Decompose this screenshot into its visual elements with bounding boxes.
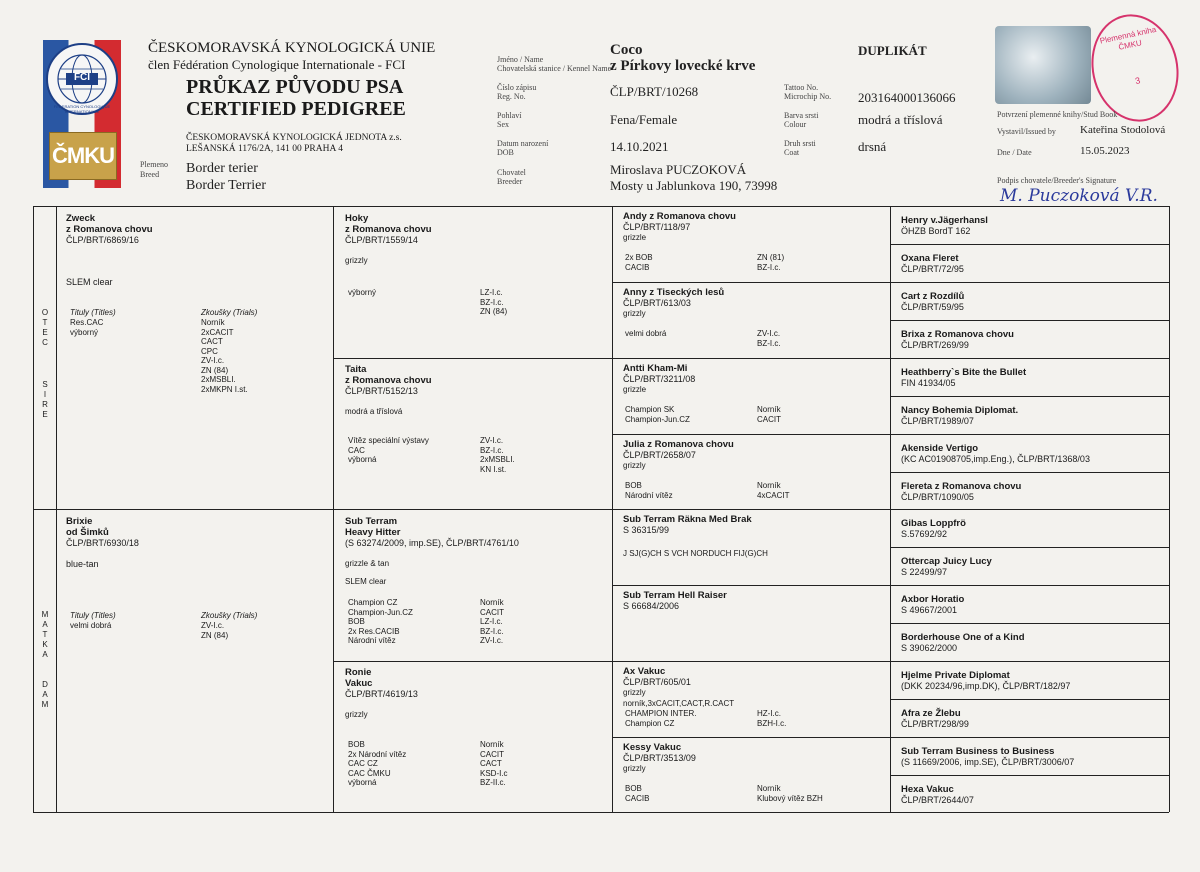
duplicate-badge: DUPLIKÁT — [858, 43, 927, 58]
gen4-ancestor — [901, 215, 1165, 237]
sex-value: Fena/Female — [610, 112, 678, 127]
gen4-reg: ČLP/BRT/2644/07 — [901, 795, 974, 805]
gen3-ancestor — [623, 211, 885, 243]
fci-logo-text: FCI — [73, 72, 91, 83]
gen4-reg: S 49667/2001 — [901, 605, 958, 615]
tattoo-label: Tattoo No. — [784, 83, 819, 92]
gen3-ancestor — [623, 742, 885, 774]
gen3-colour: grizzly — [623, 461, 646, 470]
colour-value: modrá a tříslová — [858, 112, 943, 127]
gen4-ancestor — [901, 784, 1165, 806]
grid-line — [612, 585, 890, 586]
grid-line — [333, 206, 334, 812]
gen3-reg: ČLP/BRT/3211/08 — [623, 374, 696, 384]
gen3-colour: grizzle — [623, 385, 647, 394]
date-value: 15.05.2023 — [1080, 145, 1130, 157]
gen2-ds-left: Champion CZ Champion-Jun.CZ BOB 2x Res.CACIB Národní vítěz — [348, 598, 413, 645]
gen3-colour: grizzly — [623, 309, 646, 318]
gen3-colour: grizzle — [623, 233, 647, 242]
gen3-name: Antti Kham-Mi — [623, 363, 688, 374]
gen4-ancestor — [901, 481, 1165, 503]
breeder-label-cz: Chovatel — [497, 168, 526, 177]
fci-logo — [43, 40, 121, 188]
gen2-ss-right: LZ-I.c. BZ-I.c. ZN (84) — [480, 288, 508, 316]
dob-label-en: DOB — [497, 148, 514, 157]
grid-line — [890, 547, 1169, 548]
gen4-ancestor — [901, 253, 1165, 275]
gen3-colour: grizzly — [623, 764, 646, 773]
dam-titles-label: Tituly (Titles) — [70, 611, 116, 620]
dam-trials-label: Zkoušky (Trials) — [201, 611, 258, 620]
dob-label-cz: Datum narození — [497, 139, 549, 148]
gen3-titles: 2x BOB CACIB — [625, 253, 653, 272]
gen4-reg: (KC AC01908705,imp.Eng.), ČLP/BRT/1368/03 — [901, 454, 1090, 464]
gen4-ancestor — [901, 594, 1165, 616]
sire-titles-label: Tituly (Titles) — [70, 308, 116, 317]
dog-name: Coco — [610, 42, 643, 58]
gen4-ancestor — [901, 632, 1165, 654]
grid-line — [890, 737, 1169, 738]
coat-value: drsná — [858, 139, 887, 154]
gen4-name: Flereta z Romanova chovu — [901, 481, 1022, 492]
gen3-ancestor — [623, 439, 885, 471]
colour-label-cz: Barva srsti — [784, 111, 819, 120]
grid-line — [33, 206, 1169, 207]
gen3-reg: ČLP/BRT/118/97 — [623, 222, 691, 232]
gen4-ancestor — [901, 518, 1165, 540]
sex-label-cz: Pohlaví — [497, 111, 522, 120]
sire-health: SLEM clear — [66, 277, 113, 287]
breed-en: Border Terrier — [186, 178, 267, 193]
gen3-trials: HZ-I.c. BZH-I.c. — [757, 709, 787, 728]
gen4-reg: (DKK 20234/96,imp.DK), ČLP/BRT/182/97 — [901, 681, 1071, 691]
gen4-reg: FIN 41934/05 — [901, 378, 956, 388]
gen2-sire-sire: Hoky z Romanova chovu ČLP/BRT/1559/14 grizzly — [345, 213, 432, 265]
sire-label-en: S I R E — [42, 380, 48, 419]
gen3-extra: J SJ(G)CH S VCH NORDUCH FIJ(G)CH — [623, 549, 768, 558]
gen4-ancestor — [901, 291, 1165, 313]
sire-trials-list: Norník 2xCACIT CACT CPC ZV-I.c. ZN (84) 2xMSBLI. 2xMKPN I.st. — [201, 318, 248, 394]
gen3-titles: BOB Národní vítěz — [625, 481, 673, 500]
org-title: ČESKOMORAVSKÁ KYNOLOGICKÁ UNIE — [148, 40, 436, 56]
gen4-ancestor — [901, 708, 1165, 730]
gen3-reg: ČLP/BRT/3513/09 — [623, 753, 696, 763]
gen4-ancestor — [901, 746, 1165, 768]
stamp-text: Plemenná kniha ČMKU — [1099, 24, 1158, 52]
sire-trials-label: Zkoušky (Trials) — [201, 308, 258, 317]
dam-cell — [66, 516, 326, 570]
gen4-name: Hjelme Private Diplomat — [901, 670, 1010, 681]
gen3-titles: CHAMPION INTER. Champion CZ — [625, 709, 697, 728]
gen3-titles: BOB CACIB — [625, 784, 650, 803]
org-subtitle: člen Fédération Cynologique Internationale - FCI — [148, 57, 406, 72]
sire-label-cz: O T E C — [41, 308, 49, 347]
sire-kennel: z Romanova chovu — [66, 224, 153, 235]
gen4-reg: ÖHZB BordT 162 — [901, 226, 971, 236]
grid-line — [890, 623, 1169, 624]
cmku-logo-text: ČMKU — [52, 143, 114, 168]
dam-reg: ČLP/BRT/6930/18 — [66, 538, 139, 548]
grid-line — [890, 434, 1169, 435]
gen3-ancestor — [623, 514, 885, 536]
dam-label-en: D A M — [41, 680, 49, 709]
grid-line — [890, 358, 1169, 359]
gen4-reg: ČLP/BRT/298/99 — [901, 719, 969, 729]
grid-line — [890, 244, 1169, 245]
gen3-titles: velmi dobrá — [625, 329, 667, 338]
breeder-signature: M. Puczoková V.R. — [1000, 186, 1158, 206]
gen2-ds-right: Norník CACIT LZ-I.c. BZ-I.c. ZV-I.c. — [480, 598, 504, 645]
pedigree-title-en: CERTIFIED PEDIGREE — [186, 98, 406, 120]
gen4-name: Axbor Horatio — [901, 594, 965, 605]
grid-line — [890, 282, 1169, 283]
grid-line — [33, 206, 34, 812]
gen3-trials: ZN (81) BZ-I.c. — [757, 253, 785, 272]
gen3-name: Anny z Tiseckých lesů — [623, 287, 725, 298]
grid-line — [890, 472, 1169, 473]
dog-kennel: z Pírkovy lovecké krve — [610, 58, 756, 74]
gen2-ss-left: výborný — [348, 288, 377, 297]
gen4-ancestor — [901, 405, 1165, 427]
sire-titles-list: Res.CAC výborný — [70, 318, 104, 337]
dam-name: Brixie — [66, 516, 93, 527]
grid-line — [33, 509, 1169, 510]
grid-line — [612, 737, 890, 738]
gen4-name: Borderhouse One of a Kind — [901, 632, 1025, 643]
gen3-reg: ČLP/BRT/605/01 — [623, 677, 691, 687]
gen3-name: Kessy Vakuc — [623, 742, 682, 753]
grid-line — [612, 358, 890, 359]
sex-label-en: Sex — [497, 120, 509, 129]
gen3-reg: ČLP/BRT/613/03 — [623, 298, 691, 308]
reg-label-cz: Číslo zápisu — [497, 83, 537, 92]
gen4-reg: ČLP/BRT/72/95 — [901, 264, 964, 274]
dob-value: 14.10.2021 — [610, 139, 669, 154]
gen2-sd-right: ZV-I.c. BZ-I.c. 2xMSBLI. KN I.st. — [480, 436, 515, 474]
reg-label-en: Reg. No. — [497, 92, 526, 101]
issued-by-value: Kateřina Stodolová — [1080, 124, 1166, 136]
grid-line — [333, 358, 612, 359]
gen4-name: Brixa z Romanova chovu — [901, 329, 1014, 340]
org-address: LEŠANSKÁ 1176/2A, 141 00 PRAHA 4 — [186, 144, 343, 154]
gen4-name: Afra ze Žlebu — [901, 708, 961, 719]
breed-cz: Border terier — [186, 161, 258, 176]
grid-line — [1169, 206, 1170, 812]
cmku-logo — [49, 132, 117, 180]
dam-titles-list: velmi dobrá — [70, 621, 112, 630]
name-label-en: Chovatelská stanice / Kennel Name — [497, 64, 612, 73]
name-label-cz: Jméno / Name — [497, 55, 544, 64]
gen4-ancestor — [901, 367, 1165, 389]
fci-ring-text: FEDERATION CYNOLOGIQUE INTERNATIONALE — [53, 104, 111, 114]
gen2-dd-left: BOB 2x Národní vítěz CAC CZ CAC ČMKU výborná — [348, 740, 407, 787]
gen3-ancestor — [623, 287, 885, 319]
gen3-name: Ax Vakuc — [623, 666, 666, 677]
dam-label-cz: M A T K A — [41, 610, 49, 659]
sire-reg: ČLP/BRT/6869/16 — [66, 235, 139, 245]
signature-label: Podpis chovatele/Breeder's Signature — [997, 176, 1117, 185]
gen4-reg: S 22499/97 — [901, 567, 948, 577]
breeder-label-en: Breeder — [497, 177, 523, 186]
grid-line — [890, 661, 1169, 662]
reg-number: ČLP/BRT/10268 — [610, 84, 699, 99]
sire-cell — [66, 213, 326, 288]
hologram — [995, 26, 1091, 104]
org-unit: ČESKOMORAVSKÁ KYNOLOGICKÁ JEDNOTA z.s. — [186, 133, 402, 143]
gen3-reg: ČLP/BRT/2658/07 — [623, 450, 696, 460]
gen3-reg: S 36315/99 — [623, 525, 670, 535]
gen4-name: Ottercap Juicy Lucy — [901, 556, 992, 567]
gen4-name: Sub Terram Business to Business — [901, 746, 1055, 757]
gen4-name: Hexa Vakuc — [901, 784, 954, 795]
gen4-reg: S.57692/92 — [901, 529, 948, 539]
gen4-reg: ČLP/BRT/1989/07 — [901, 416, 974, 426]
gen3-trials: Norník 4xCACIT — [757, 481, 790, 500]
grid-line — [890, 585, 1169, 586]
gen3-trials: ZV-I.c. BZ-I.c. — [757, 329, 781, 348]
breed-label-en: Breed — [140, 170, 160, 179]
gen4-name: Oxana Fleret — [901, 253, 959, 264]
microchip-label: Microchip No. — [784, 92, 832, 101]
gen3-trials: Norník Klubový vítěz BZH — [757, 784, 823, 803]
gen4-reg: ČLP/BRT/59/95 — [901, 302, 964, 312]
gen3-titles: Champion SK Champion-Jun.CZ — [625, 405, 690, 424]
gen4-reg: ČLP/BRT/269/99 — [901, 340, 969, 350]
breeder-address: Mosty u Jablunkova 190, 73998 — [610, 178, 778, 193]
gen2-dam-dam: Ronie Vakuc ČLP/BRT/4619/13 grizzly — [345, 667, 418, 719]
breed-label-cz: Plemeno — [140, 160, 168, 169]
gen4-name: Nancy Bohemia Diplomat. — [901, 405, 1019, 416]
gen4-name: Gibas Loppfrö — [901, 518, 966, 529]
gen3-ancestor — [623, 363, 885, 395]
microchip-number: 203164000136066 — [858, 90, 956, 105]
gen4-reg: S 39062/2000 — [901, 643, 958, 653]
grid-line — [890, 699, 1169, 700]
dam-trials-list: ZV-I.c. ZN (84) — [201, 621, 229, 640]
gen4-ancestor — [901, 329, 1165, 351]
grid-line — [333, 661, 612, 662]
gen4-reg: ČLP/BRT/1090/05 — [901, 492, 974, 502]
gen4-ancestor — [901, 670, 1165, 692]
gen3-trials: Norník CACIT — [757, 405, 781, 424]
coat-label-en: Coat — [784, 148, 800, 157]
gen3-ancestor — [623, 666, 885, 698]
sire-name: Zweck — [66, 213, 96, 224]
gen2-dam-sire: Sub Terram Heavy Hitter (S 63274/2009, imp.SE), ČLP/BRT/4761/10 grizzle & tan SLEM clear — [345, 516, 519, 586]
stud-book-label: Potvrzení plemenné knihy/Stud Book — [997, 110, 1118, 119]
grid-line — [890, 396, 1169, 397]
colour-label-en: Colour — [784, 120, 807, 129]
gen3-name: Andy z Romanova chovu — [623, 211, 736, 222]
gen3-name: Julia z Romanova chovu — [623, 439, 734, 450]
grid-line — [612, 661, 890, 662]
grid-line — [33, 812, 1169, 813]
grid-line — [56, 206, 57, 812]
gen3-name: Sub Terram Räkna Med Brak — [623, 514, 752, 525]
grid-line — [612, 282, 890, 283]
gen4-ancestor — [901, 556, 1165, 578]
grid-line — [612, 206, 613, 812]
gen2-sire-dam: Taita z Romanova chovu ČLP/BRT/5152/13 modrá a tříslová — [345, 364, 432, 416]
grid-line — [612, 434, 890, 435]
issued-by-label: Vystavil/Issued by — [997, 127, 1056, 136]
gen3-extra: norník,3xCACIT,CACT,R.CACT — [623, 699, 735, 708]
gen3-name: Sub Terram Hell Raiser — [623, 590, 727, 601]
gen3-ancestor — [623, 590, 885, 612]
gen4-name: Henry v.Jägerhansl — [901, 215, 988, 226]
grid-line — [890, 775, 1169, 776]
gen3-reg: S 66684/2006 — [623, 601, 680, 611]
gen4-name: Cart z Rozdílů — [901, 291, 965, 302]
breeder-name: Miroslava PUCZOKOVÁ — [610, 162, 747, 177]
dam-kennel: od Šimků — [66, 527, 109, 538]
gen4-name: Heathberry`s Bite the Bullet — [901, 367, 1027, 378]
gen2-sd-left: Vítěz speciální výstavy CAC výborná — [348, 436, 429, 464]
gen2-dd-right: Norník CACIT CACT KSD-I.c BZ-II.c. — [480, 740, 508, 787]
date-label: Dne / Date — [997, 148, 1032, 157]
gen4-ancestor — [901, 443, 1165, 465]
pedigree-title-cz: PRŮKAZ PŮVODU PSA — [186, 76, 404, 98]
grid-line — [890, 320, 1169, 321]
gen3-colour: grizzly — [623, 688, 646, 697]
coat-label-cz: Druh srsti — [784, 139, 816, 148]
stamp-number: 3 — [1134, 75, 1142, 87]
dam-colour: blue-tan — [66, 559, 99, 569]
grid-line — [890, 206, 891, 812]
gen4-name: Akenside Vertigo — [901, 443, 979, 454]
gen4-reg: (S 11669/2006, imp.SE), ČLP/BRT/3006/07 — [901, 757, 1075, 767]
